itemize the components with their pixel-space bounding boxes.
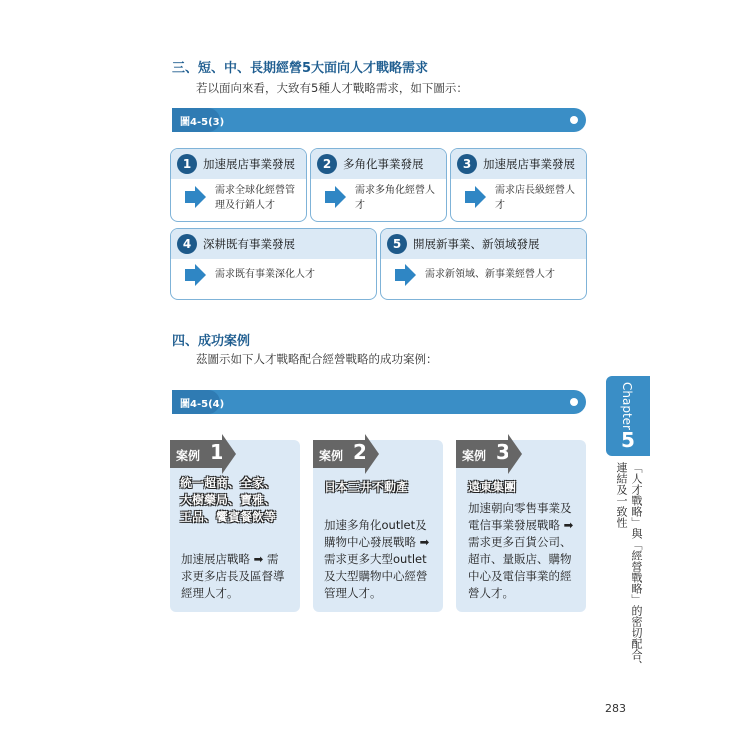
box-title: 加速展店事業發展: [483, 157, 575, 171]
case-text-line: 求更多店長及區督導: [181, 569, 285, 583]
figure-1-label: 圖4-5(3): [180, 117, 225, 128]
figure-2-banner: [172, 390, 586, 414]
box-text-line: 需求全球化經營管: [215, 185, 295, 196]
chapter-word: Chapter: [620, 382, 634, 430]
banner-dot-icon: [570, 398, 578, 406]
chapter-number: 5: [621, 428, 635, 452]
right-arrow-icon: [335, 186, 346, 208]
case-label-1: [170, 440, 222, 468]
company-line: 日本三井不動產: [324, 480, 409, 494]
number-badge: 4: [177, 234, 197, 254]
case-label-3: [456, 440, 508, 468]
case-label-number: 3: [496, 440, 510, 464]
company-line: 統一超商、全家、: [180, 476, 277, 490]
box-text-line: 理及行銷人才: [215, 200, 275, 211]
case-label-text: 案例: [176, 449, 201, 463]
case-label-2: [313, 440, 365, 468]
box-text-line: 需求店長級經營人: [495, 185, 575, 196]
box-title: 深耕既有事業發展: [203, 237, 295, 251]
side-title-col2: 連結及一致性: [615, 462, 628, 528]
box-text-line: 需求新領域、新事業經營人才: [425, 269, 555, 280]
box-title: 多角化事業發展: [343, 157, 424, 171]
case-label-text: 案例: [319, 449, 344, 463]
section-3-intro: 若以面向來看，大致有5種人才戰略需求，如下圖示：: [196, 81, 468, 95]
figure-1-box-1: [170, 148, 307, 222]
case-text-line: 管理人才。: [324, 586, 382, 600]
side-title-col1: 「人才戰略」與「經營戰略」的密切配合、: [630, 462, 643, 671]
case-2-text: [324, 517, 429, 602]
page-number: 283: [605, 702, 626, 715]
box-title: 開展新事業、新領域發展: [413, 237, 540, 251]
case-text-line: 加速朝向零售事業及: [468, 501, 572, 515]
box-text-line: 才: [495, 200, 505, 211]
case-text-line: 加速展店戰略 ➡ 需: [181, 552, 279, 566]
number-badge: 1: [177, 154, 197, 174]
case-arrow-icon: [365, 434, 379, 474]
number-badge: 2: [317, 154, 337, 174]
section-3-title: 三、短、中、長期經營5大面向人才戰略需求: [172, 61, 429, 76]
case-arrow-icon: [508, 434, 522, 474]
banner-dot-icon: [570, 116, 578, 124]
section-4-intro: 茲圖示如下人才戰略配合經營戰略的成功案例：: [196, 352, 438, 366]
figure-1-box-5: [380, 228, 587, 300]
case-text-line: 需求更多百貨公司、: [468, 535, 572, 549]
case-text-line: 加速多角化outlet及: [324, 518, 427, 532]
case-label-text: 案例: [462, 449, 487, 463]
number-badge: 3: [457, 154, 477, 174]
case-text-line: 超市、量販店、購物: [468, 552, 572, 566]
box-text-line: 需求既有事業深化人才: [215, 269, 315, 280]
company-line: 遠東集團: [468, 480, 517, 494]
chapter-tab: [606, 376, 650, 456]
case-text-line: 經理人才。: [181, 586, 239, 600]
figure-2-label: 圖4-5(4): [180, 399, 225, 410]
case-text-line: 及大型購物中心經營: [324, 569, 428, 583]
case-text-line: 中心及電信事業的經: [468, 569, 572, 583]
right-arrow-icon: [475, 186, 486, 208]
right-arrow-icon: [405, 264, 416, 286]
figure-1-box-3: [450, 148, 587, 222]
case-3-companies: [468, 479, 516, 496]
case-label-number: 2: [353, 440, 367, 464]
case-text-line: 購物中心發展戰略 ➡: [324, 535, 430, 549]
box-title: 加速展店事業發展: [203, 157, 295, 171]
case-arrow-icon: [222, 434, 236, 474]
case-text-line: 需求更多大型outlet: [324, 552, 427, 566]
figure-1-banner: [172, 108, 586, 132]
figure-1-box-4: [170, 228, 377, 300]
right-arrow-icon: [195, 186, 206, 208]
company-line: 王品、饗賓餐飲等: [180, 510, 277, 524]
case-2-companies: [324, 479, 408, 496]
box-text-line: 需求多角化經營人: [355, 185, 435, 196]
case-text-line: 營人才。: [468, 586, 514, 600]
figure-1-box-2: [310, 148, 447, 222]
company-line: 大樹藥局、寶雅、: [180, 493, 277, 507]
section-4-title: 四、成功案例: [172, 334, 251, 349]
number-badge: 5: [387, 234, 407, 254]
case-3-text: [468, 500, 573, 602]
case-label-number: 1: [210, 440, 224, 464]
case-1-text: [181, 551, 285, 602]
case-1-companies: [180, 475, 276, 526]
box-text-line: 才: [355, 200, 365, 211]
right-arrow-icon: [195, 264, 206, 286]
case-text-line: 電信事業發展戰略 ➡: [468, 518, 574, 532]
